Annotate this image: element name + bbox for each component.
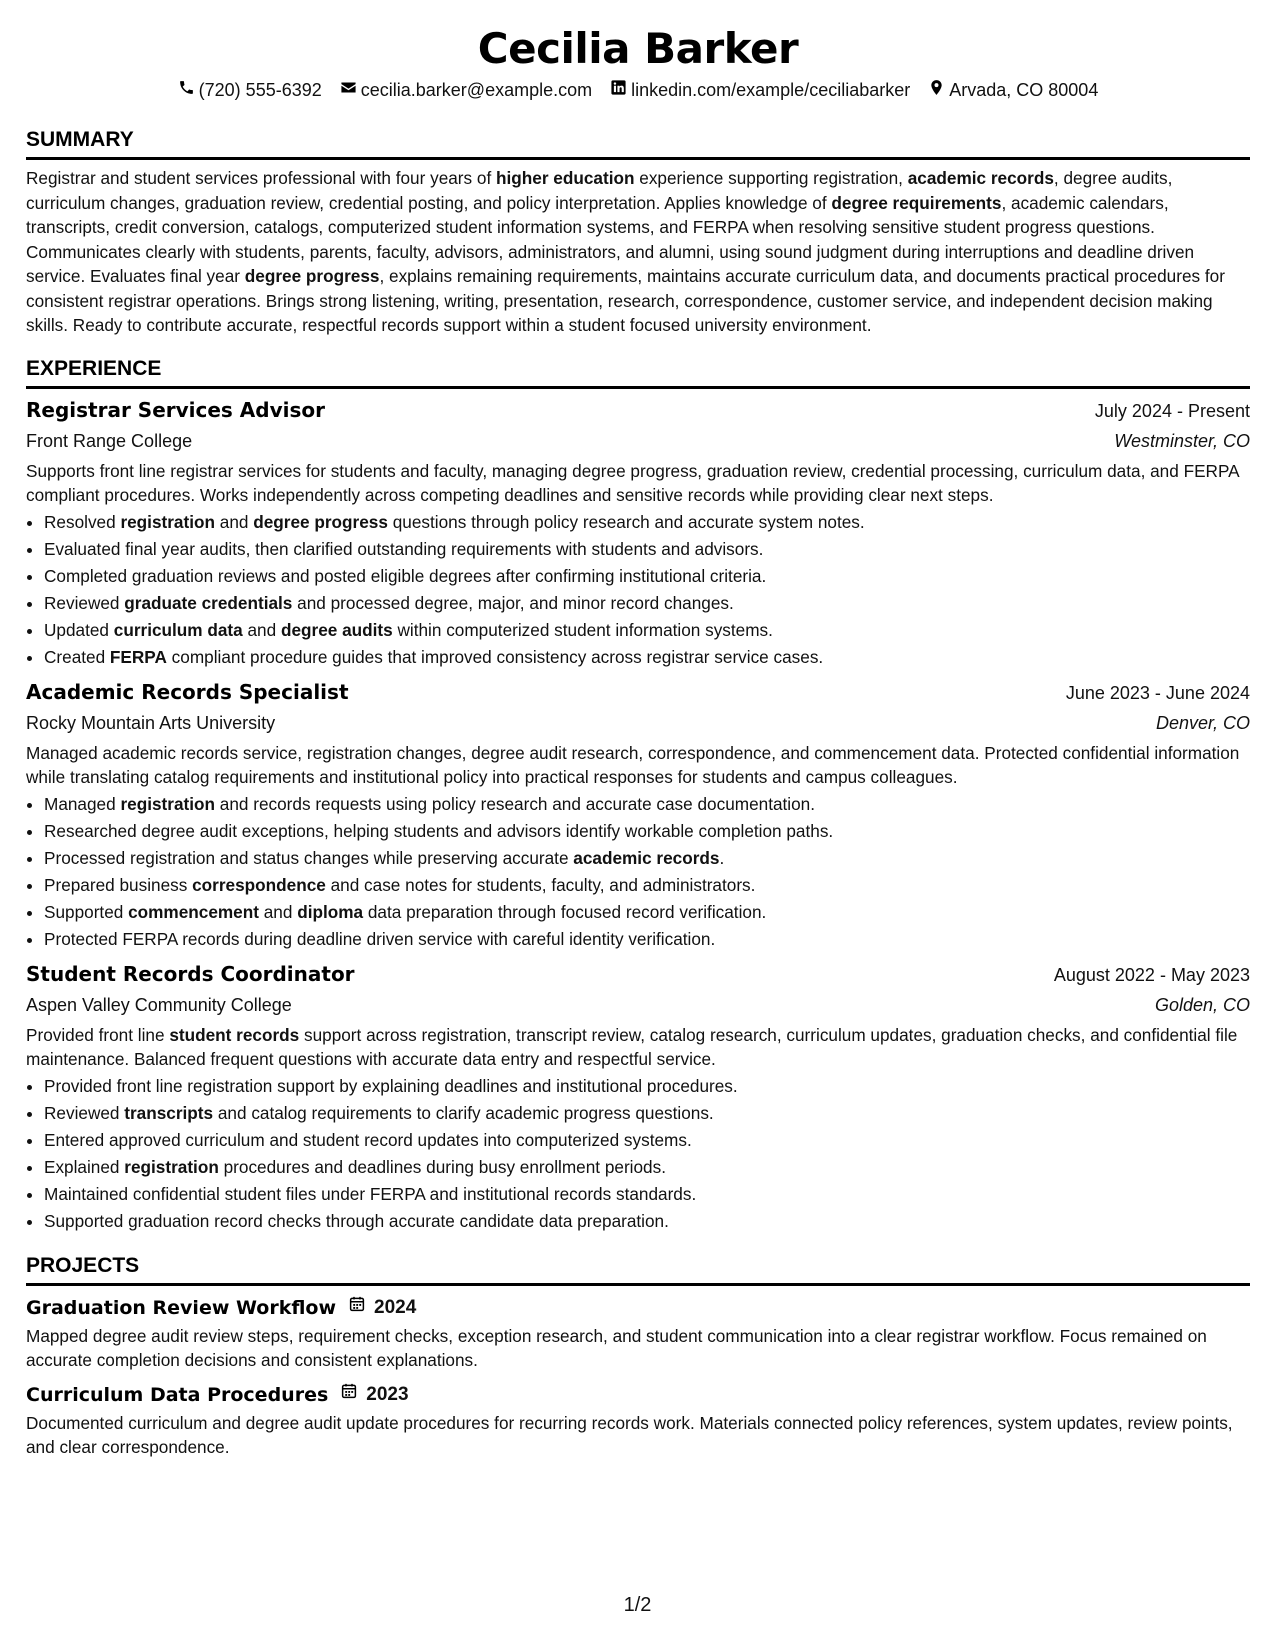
- list-item: • Entered approved curriculum and student record updates into computerized systems.: [44, 1127, 1250, 1154]
- list-item: • Supported graduation record checks through accurate candidate data preparation.: [44, 1208, 1250, 1235]
- emphasis-text: commencement: [128, 901, 259, 922]
- list-item: • Processed registration and status changes while preserving accurate academic records.: [44, 845, 1250, 872]
- page-number: 1/2: [623, 1594, 652, 1616]
- list-item: • Prepared business correspondence and case notes for students, faculty, and administrators.: [44, 872, 1250, 899]
- experience-divider: [26, 386, 1250, 389]
- emphasis-text: degree progress: [253, 511, 388, 532]
- project-year: 2024: [374, 1296, 417, 1318]
- summary-text: Registrar and student services professional with four years of higher education experience supporting registration, academic records, degree audits, curriculum changes, graduation review, credential posting, and policy interpretation. Applies knowledge of degree requirements, academic calendars, transcripts, credit conversion, catalogs, computerized student information systems, and FERPA when resolving sensitive student progress questions. Communicates clearly with students, parents, faculty, advisors, administrators, and alumni, using sound judgment during interruptions and deadline driven service. Evaluates final year degree progress, explains remaining requirements, maintains accurate curriculum data, and documents practical procedures for consistent registrar operations. Brings strong listening, writing, presentation, research, correspondence, customer service, and independent decision making skills. Ready to contribute accurate, respectful records support within a student focused university environment.: [26, 168, 1225, 335]
- job-organization: Front Range College: [26, 430, 193, 451]
- job-dates: June 2023 - June 2024: [1065, 682, 1250, 703]
- job-bullets: [26, 509, 1250, 671]
- linkedin-icon: [610, 78, 627, 102]
- job-entry: [26, 959, 1250, 1235]
- list-item: • Provided front line registration support by explaining deadlines and institutional procedures.: [44, 1073, 1250, 1100]
- job-title: Student Records Coordinator: [26, 961, 355, 986]
- list-item: • Resolved registration and degree progress questions through policy research and accurate system notes.: [44, 509, 1250, 536]
- contact-phone[interactable]: [178, 78, 322, 102]
- job-location: Denver, CO: [1155, 712, 1250, 733]
- list-item: • Maintained confidential student files under FERPA and institutional records standards.: [44, 1181, 1250, 1208]
- emphasis-text: registration: [120, 511, 215, 532]
- list-item: • Reviewed graduate credentials and processed degree, major, and minor record changes.: [44, 590, 1250, 617]
- map-pin-icon: [928, 78, 945, 102]
- job-dates: August 2022 - May 2023: [1053, 964, 1250, 985]
- job-organization: Aspen Valley Community College: [26, 994, 292, 1015]
- summary-divider: [26, 157, 1250, 160]
- project-entry: [26, 1294, 1250, 1373]
- candidate-name: Cecilia Barker: [477, 24, 799, 73]
- contact-email[interactable]: [340, 78, 592, 102]
- list-item: • Researched degree audit exceptions, helping students and advisors identify workable completion paths.: [44, 818, 1250, 845]
- project-title: Curriculum Data Procedures: [26, 1383, 329, 1406]
- list-item: • Evaluated final year audits, then clarified outstanding requirements with students and advisors.: [44, 536, 1250, 563]
- emphasis-text: registration: [124, 1156, 219, 1177]
- emphasis-text: degree audits: [280, 619, 393, 640]
- project-description: Documented curriculum and degree audit update procedures for recurring records work. Materials connected policy references, system updates, review points, and clear correspondence.: [26, 1412, 1233, 1457]
- job-entry: [26, 395, 1250, 671]
- emphasis-text: correspondence: [192, 874, 326, 895]
- calendar-icon: [340, 1381, 358, 1409]
- list-item: • Created FERPA compliant procedure guides that improved consistency across registrar service cases.: [44, 644, 1250, 671]
- job-description: Managed academic records service, registration changes, degree audit research, correspondence, and commencement data. Protected confidential information while translating catalog requirements and institutional policy into practical responses for students and campus colleagues.: [26, 742, 1240, 787]
- emphasis-text: diploma: [297, 901, 364, 922]
- job-bullets: [26, 1073, 1250, 1235]
- contact-bar: [26, 78, 1250, 102]
- job-title: Registrar Services Advisor: [26, 397, 325, 422]
- list-item: • Protected FERPA records during deadline driven service with careful identity verification.: [44, 926, 1250, 953]
- location-text: Arvada, CO 80004: [949, 80, 1099, 100]
- emphasis-text: degree progress: [244, 266, 380, 286]
- envelope-icon: [340, 78, 357, 102]
- emphasis-text: academic records: [573, 847, 720, 868]
- project-entry: [26, 1381, 1250, 1460]
- emphasis-text: degree requirements: [831, 192, 1002, 213]
- calendar-icon: [348, 1294, 366, 1322]
- job-location: Westminster, CO: [1114, 430, 1250, 451]
- job-title: Academic Records Specialist: [26, 679, 349, 704]
- job-description: Provided front line student records support across registration, transcript review, catalog research, curriculum updates, graduation checks, and confidential file maintenance. Balanced frequent questions with accurate data entry and respectful service.: [26, 1024, 1238, 1069]
- list-item: • Completed graduation reviews and posted eligible degrees after confirming institutional criteria.: [44, 563, 1250, 590]
- list-item: • Reviewed transcripts and catalog requirements to clarify academic progress questions.: [44, 1100, 1250, 1127]
- job-organization: Rocky Mountain Arts University: [26, 712, 276, 733]
- project-date: [340, 1381, 408, 1409]
- phone-icon: [178, 78, 195, 102]
- contact-linkedin[interactable]: [610, 78, 910, 102]
- list-item: • Updated curriculum data and degree audits within computerized student information systems.: [44, 617, 1250, 644]
- list-item: • Managed registration and records requests using policy research and accurate case documentation.: [44, 791, 1250, 818]
- emphasis-text: student records: [169, 1024, 300, 1045]
- phone-text: (720) 555-6392: [198, 80, 322, 100]
- job-location: Golden, CO: [1154, 994, 1250, 1015]
- job-dates: July 2024 - Present: [1094, 400, 1250, 421]
- emphasis-text: graduate credentials: [124, 592, 293, 613]
- projects-divider: [26, 1283, 1250, 1286]
- project-title: Graduation Review Workflow: [26, 1296, 337, 1319]
- emphasis-text: higher education: [496, 168, 635, 188]
- job-entry: [26, 677, 1250, 953]
- projects-heading: PROJECTS: [26, 1253, 140, 1277]
- job-bullets: [26, 791, 1250, 953]
- resume-page: [26, 0, 1250, 1460]
- emphasis-text: transcripts: [124, 1102, 214, 1123]
- project-year: 2023: [366, 1383, 409, 1405]
- emphasis-text: academic records: [907, 168, 1054, 188]
- project-date: [348, 1294, 416, 1322]
- linkedin-text: linkedin.com/example/ceciliabarker: [631, 80, 911, 100]
- emphasis-text: registration: [120, 793, 216, 814]
- summary-heading: SUMMARY: [26, 128, 134, 151]
- job-description: Supports front line registrar services for students and faculty, managing degree progress, graduation review, credential processing, curriculum data, and FERPA compliant procedures. Works independently across competing deadlines and sensitive records while providing clear next steps.: [26, 460, 1239, 505]
- project-description: Mapped degree audit review steps, requirement checks, exception research, and student communication into a clear registrar workflow. Focus remained on accurate completion decisions and consistent explanations.: [26, 1325, 1207, 1370]
- emphasis-text: FERPA: [109, 646, 167, 667]
- email-text: cecilia.barker@example.com: [360, 80, 593, 100]
- emphasis-text: curriculum data: [113, 619, 243, 640]
- contact-location: [928, 78, 1098, 102]
- list-item: • Explained registration procedures and deadlines during busy enrollment periods.: [44, 1154, 1250, 1181]
- experience-heading: EXPERIENCE: [26, 356, 162, 380]
- list-item: • Supported commencement and diploma data preparation through focused record verification.: [44, 899, 1250, 926]
